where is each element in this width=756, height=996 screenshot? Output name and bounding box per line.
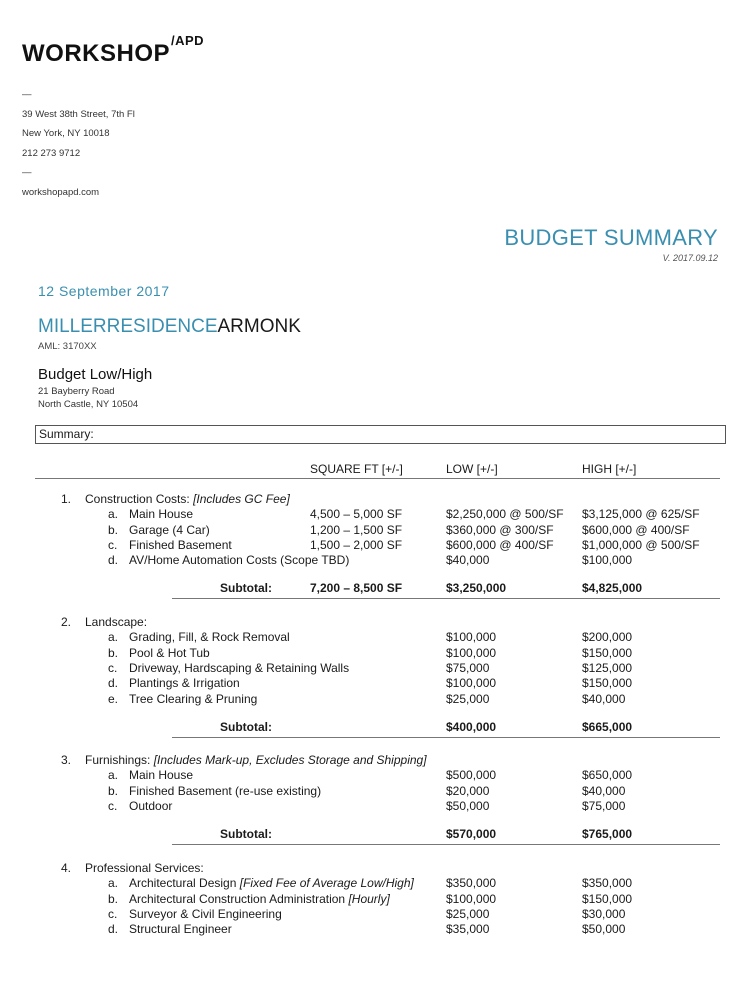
line-item-label: Garage (4 Car) [129, 522, 210, 537]
line-item-low: $40,000 [446, 553, 490, 568]
line-item-letter: a. [108, 768, 119, 783]
line-item-low: $75,000 [446, 660, 490, 675]
line-item-high: $100,000 [582, 553, 633, 568]
subtotal-rule [172, 737, 720, 738]
line-item-high: $40,000 [582, 691, 626, 706]
summary-bar: Summary: [35, 425, 726, 444]
line-item-label: Driveway, Hardscaping & Retaining Walls [129, 660, 350, 675]
line-item-high: $650,000 [582, 768, 633, 783]
line-item-note: [Fixed Fee of Average Low/High] [239, 876, 414, 891]
section-title: Professional Services: [85, 861, 204, 875]
document-title: BUDGET SUMMARY [504, 225, 718, 250]
section-number: 2. [61, 615, 72, 629]
line-item-high: $1,000,000 @ 500/SF [582, 537, 700, 552]
company-logo: $WORKSHOP^{/APD}$ [22, 33, 205, 67]
section-number: 1. [61, 492, 72, 506]
address-line-1: 39 West 38th Street, 7th Fl [22, 109, 135, 120]
line-item-label: AV/Home Automation Costs (Scope TBD) [129, 553, 350, 568]
line-item-letter: b. [108, 891, 119, 906]
line-item-label: Structural Engineer [129, 922, 232, 937]
subtotal-low: $3,250,000 [446, 581, 507, 596]
line-item-low: $20,000 [446, 783, 490, 798]
subtotal-label: Subtotal: [220, 826, 272, 841]
line-item-low: $100,000 [446, 676, 497, 691]
column-header-sqft: SQUARE FT [+/-] [310, 462, 403, 476]
line-item-label: Grading, Fill, & Rock Removal [129, 630, 290, 645]
line-item-label: Outdoor [129, 798, 173, 813]
line-item-low: $35,000 [446, 922, 490, 937]
line-item-high: $3,125,000 @ 625/SF [582, 507, 700, 522]
line-item-low: $600,000 @ 400/SF [446, 537, 554, 552]
document-version: V. 2017.09.12 [662, 253, 718, 263]
column-header-high: HIGH [+/-] [582, 462, 637, 476]
line-item-letter: a. [108, 507, 119, 522]
line-item-letter: a. [108, 876, 119, 891]
phone-number: 212 273 9712 [22, 148, 81, 159]
line-item-letter: b. [108, 783, 119, 798]
line-item-letter: b. [108, 522, 119, 537]
line-item-low: $500,000 [446, 768, 497, 783]
line-item-label: Architectural Design [Fixed Fee of Average Low/High] [129, 876, 414, 891]
line-item-label: Pool & Hot Tub [129, 645, 210, 660]
line-item-label: Plantings & Irrigation [129, 676, 240, 691]
line-item-letter: d. [108, 553, 119, 568]
section-number: 3. [61, 753, 72, 767]
project-code: AML: 3170XX [38, 341, 97, 352]
line-item-high: $150,000 [582, 645, 633, 660]
line-item-label: Finished Basement (re-use existing) [129, 783, 322, 798]
section-title: Furnishings: [Includes Mark-up, Excludes Storage and Shipping] [85, 753, 427, 767]
line-item-high: $125,000 [582, 660, 633, 675]
document-date: 12 September 2017 [38, 283, 170, 299]
line-item-letter: c. [108, 660, 118, 675]
header-rule [35, 478, 720, 479]
line-item-letter: d. [108, 922, 119, 937]
site-address-1: 21 Bayberry Road [38, 386, 115, 397]
line-item-low: $2,250,000 @ 500/SF [446, 507, 564, 522]
subtotal-high: $4,825,000 [582, 581, 643, 596]
line-item-high: $350,000 [582, 876, 633, 891]
line-item-high: $150,000 [582, 676, 633, 691]
line-item-letter: e. [108, 691, 119, 706]
section-number: 4. [61, 861, 72, 875]
line-item-label: Finished Basement [129, 537, 232, 552]
line-item-high: $200,000 [582, 630, 633, 645]
line-item-label: Main House [129, 507, 194, 522]
subtotal-sqft: 7,200 – 8,500 SF [310, 581, 403, 596]
section-title: Landscape: [85, 615, 148, 629]
project-name: MILLERRESIDENCEARMONK [38, 316, 301, 337]
subtotal-high: $665,000 [582, 719, 633, 734]
site-address-2: North Castle, NY 10504 [38, 399, 139, 410]
line-item-high: $30,000 [582, 906, 626, 921]
line-item-label: Tree Clearing & Pruning [129, 691, 258, 706]
line-item-letter: b. [108, 645, 119, 660]
subtotal-low: $570,000 [446, 826, 497, 841]
line-item-sqft: 1,200 – 1,500 SF [310, 522, 403, 537]
subtotal-high: $765,000 [582, 826, 633, 841]
line-item-low: $100,000 [446, 891, 497, 906]
subtotal-label: Subtotal: [220, 719, 272, 734]
line-item-low: $25,000 [446, 906, 490, 921]
line-item-low: $100,000 [446, 645, 497, 660]
line-item-letter: c. [108, 798, 118, 813]
line-item-letter: a. [108, 630, 119, 645]
line-item-high: $40,000 [582, 783, 626, 798]
divider-dash: — [22, 167, 32, 178]
line-item-letter: c. [108, 537, 118, 552]
line-item-high: $600,000 @ 400/SF [582, 522, 690, 537]
divider-dash: — [22, 89, 32, 100]
line-item-low: $350,000 [446, 876, 497, 891]
line-item-high: $150,000 [582, 891, 633, 906]
section-note: [Includes GC Fee] [193, 492, 290, 506]
budget-title: Budget Low/High [38, 366, 153, 383]
line-item-low: $360,000 @ 300/SF [446, 522, 554, 537]
line-item-letter: c. [108, 906, 118, 921]
line-item-label: Main House [129, 768, 194, 783]
line-item-note: [Hourly] [348, 891, 390, 906]
line-item-sqft: 4,500 – 5,000 SF [310, 507, 403, 522]
section-title: Construction Costs: [Includes GC Fee] [85, 492, 290, 506]
subtotal-rule [172, 844, 720, 845]
line-item-high: $75,000 [582, 798, 626, 813]
line-item-low: $25,000 [446, 691, 490, 706]
line-item-label: Surveyor & Civil Engineering [129, 906, 282, 921]
line-item-high: $50,000 [582, 922, 626, 937]
line-item-low: $100,000 [446, 630, 497, 645]
website: workshopapd.com [22, 187, 100, 198]
line-item-letter: d. [108, 676, 119, 691]
address-line-2: New York, NY 10018 [22, 128, 110, 139]
line-item-sqft: 1,500 – 2,000 SF [310, 537, 403, 552]
subtotal-label: Subtotal: [220, 581, 272, 596]
line-item-label: Architectural Construction Administration [Hourly] [129, 891, 390, 906]
line-item-low: $50,000 [446, 798, 490, 813]
column-header-low: LOW [+/-] [446, 462, 498, 476]
subtotal-low: $400,000 [446, 719, 497, 734]
subtotal-rule [172, 598, 720, 599]
section-note: [Includes Mark-up, Excludes Storage and Shipping] [153, 753, 427, 767]
